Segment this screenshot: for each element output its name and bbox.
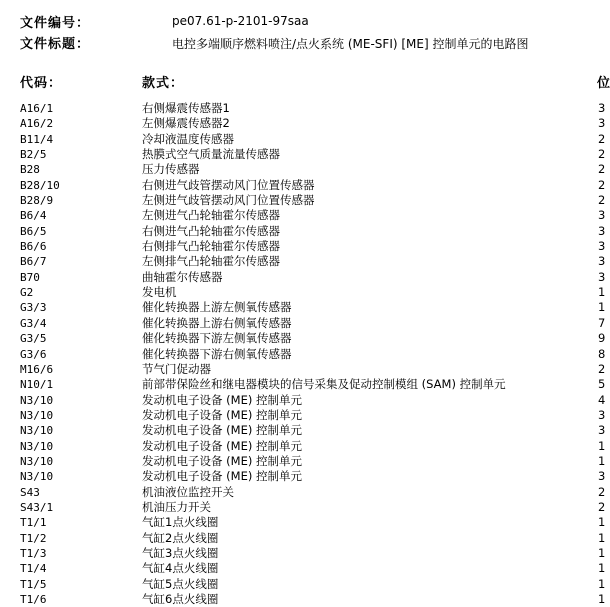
component-code: T1/5 — [20, 577, 47, 591]
position-column-header: 位 — [597, 76, 610, 91]
list-item — [0, 530, 606, 546]
component-name: 发动机电子设备 (ME) 控制单元 — [142, 453, 302, 468]
component-name: 机油压力开关 — [142, 499, 211, 514]
component-code: B6/7 — [20, 255, 47, 269]
component-code: G2 — [20, 286, 34, 300]
list-item — [0, 177, 606, 193]
component-code: A16/1 — [20, 102, 54, 115]
component-name: 热膜式空气质量流量传感器 — [142, 147, 280, 162]
component-position: 3 — [598, 116, 606, 131]
component-name: 气缸6点火线圈 — [142, 592, 219, 606]
component-name: 气缸3点火线圈 — [142, 545, 219, 560]
component-position: 1 — [598, 561, 606, 576]
component-name: 催化转换器下游左侧氧传感器 — [142, 331, 292, 346]
component-name: 催化转换器上游右侧氧传感器 — [142, 315, 292, 330]
component-code: N3/10 — [20, 393, 54, 407]
list-item — [0, 484, 606, 500]
component-code: N3/10 — [20, 470, 54, 484]
component-name: 发动机电子设备 (ME) 控制单元 — [142, 407, 302, 422]
component-code: T1/3 — [20, 546, 47, 560]
component-position: 1 — [598, 530, 606, 545]
component-code: B6/6 — [20, 240, 47, 254]
component-name: 发动机电子设备 (ME) 控制单元 — [142, 438, 302, 453]
list-item — [0, 499, 606, 515]
component-position: 3 — [598, 469, 606, 484]
list-item — [0, 285, 606, 300]
component-code: T1/4 — [20, 562, 47, 576]
component-position: 2 — [598, 131, 606, 146]
component-code: B6/4 — [20, 209, 47, 223]
list-item — [0, 423, 606, 438]
doc-title-value: 电控多端顺序燃料喷注/点火系统 (ME-SFI) [ME] 控制单元的电路图 — [172, 37, 529, 51]
component-code: N3/10 — [20, 424, 54, 438]
component-position: 3 — [598, 407, 606, 422]
component-name: 发电机 — [142, 285, 177, 300]
list-item — [0, 315, 606, 331]
component-position: 2 — [598, 147, 606, 162]
component-name: 气缸1点火线圈 — [142, 515, 219, 530]
list-item — [0, 193, 606, 208]
component-position: 1 — [598, 438, 606, 453]
list-item — [0, 162, 606, 177]
component-name: 发动机电子设备 (ME) 控制单元 — [142, 423, 302, 438]
component-code: B70 — [20, 270, 40, 284]
component-code: A16/2 — [20, 117, 54, 131]
list-item — [0, 331, 606, 346]
component-position: 1 — [598, 285, 606, 300]
component-code: B28 — [20, 163, 40, 177]
doc-number-value: pe07.61-p-2101-97saa — [172, 14, 309, 28]
list-item — [0, 116, 606, 131]
component-position: 5 — [598, 377, 606, 392]
list-item — [0, 453, 606, 469]
component-list — [0, 101, 606, 607]
component-name: 曲轴霍尔传感器 — [142, 269, 223, 284]
list-item — [0, 254, 606, 269]
component-position: 3 — [598, 223, 606, 238]
code-column-header: 代码： — [20, 76, 63, 91]
component-code: B6/5 — [20, 224, 47, 238]
list-item — [0, 438, 606, 454]
component-name: 气缸5点火线圈 — [142, 576, 219, 591]
component-name: 节气门促动器 — [142, 361, 211, 376]
component-code: T1/6 — [20, 593, 47, 606]
component-position: 7 — [598, 315, 606, 330]
component-position: 3 — [598, 239, 606, 254]
component-name: 催化转换器下游右侧氧传感器 — [142, 346, 292, 361]
component-position: 1 — [598, 576, 606, 591]
component-position: 2 — [598, 193, 606, 208]
list-item — [0, 131, 606, 147]
component-position: 1 — [598, 515, 606, 530]
component-name: 右侧爆震传感器1 — [142, 101, 230, 115]
component-name: 冷却液温度传感器 — [142, 131, 234, 146]
list-item — [0, 361, 606, 377]
component-code: N3/10 — [20, 408, 54, 422]
list-item — [0, 515, 606, 530]
component-code: G3/5 — [20, 332, 47, 346]
component-code: T1/2 — [20, 531, 47, 545]
component-name: 前部带保险丝和继电器模块的信号采集及促动控制模组 (SAM) 控制单元 — [142, 377, 506, 392]
component-position: 8 — [598, 346, 606, 361]
list-item — [0, 576, 606, 592]
component-position: 4 — [598, 392, 606, 407]
list-item — [0, 377, 606, 392]
component-code: B2/5 — [20, 148, 47, 162]
doc-number-label: 文件编号： — [20, 16, 91, 31]
list-item — [0, 147, 606, 162]
component-position: 3 — [598, 101, 606, 115]
component-name: 右侧排气凸轮轴霍尔传感器 — [142, 239, 280, 254]
list-item — [0, 300, 606, 315]
list-item — [0, 545, 606, 561]
list-item — [0, 346, 606, 362]
list-item — [0, 592, 606, 607]
component-code: N10/1 — [20, 378, 54, 392]
component-position: 9 — [598, 331, 606, 346]
component-position: 2 — [598, 177, 606, 192]
list-item — [0, 392, 606, 408]
list-item — [0, 561, 606, 576]
component-code: B11/4 — [20, 132, 54, 146]
list-item — [0, 239, 606, 254]
component-position: 1 — [598, 545, 606, 560]
component-name: 左侧排气凸轮轴霍尔传感器 — [142, 254, 280, 269]
component-position: 2 — [598, 361, 606, 376]
component-code: G3/6 — [20, 347, 47, 361]
list-item — [0, 469, 606, 484]
component-position: 1 — [598, 453, 606, 468]
list-item — [0, 269, 606, 285]
component-name: 气缸2点火线圈 — [142, 530, 219, 545]
list-item — [0, 223, 606, 239]
component-position: 3 — [598, 423, 606, 438]
component-code: B28/9 — [20, 194, 54, 208]
list-item — [0, 101, 606, 116]
component-code: G3/4 — [20, 316, 47, 330]
component-code: G3/3 — [20, 301, 47, 315]
component-code: M16/6 — [20, 362, 54, 376]
component-code: T1/1 — [20, 516, 47, 530]
component-name: 机油液位监控开关 — [142, 484, 234, 499]
component-position: 2 — [598, 162, 606, 177]
list-item — [0, 407, 606, 423]
list-item — [0, 208, 606, 223]
component-name: 左侧爆震传感器2 — [142, 116, 230, 131]
component-name: 催化转换器上游左侧氧传感器 — [142, 300, 292, 315]
component-position: 2 — [598, 499, 606, 514]
component-code: S43 — [20, 485, 40, 499]
component-code: N3/10 — [20, 454, 54, 468]
component-code: N3/10 — [20, 439, 54, 453]
component-name: 右侧进气凸轮轴霍尔传感器 — [142, 223, 280, 238]
component-code: B28/10 — [20, 178, 60, 192]
component-name: 发动机电子设备 (ME) 控制单元 — [142, 392, 302, 407]
component-position: 2 — [598, 484, 606, 499]
component-position: 3 — [598, 269, 606, 284]
component-position: 3 — [598, 208, 606, 223]
component-name: 发动机电子设备 (ME) 控制单元 — [142, 469, 302, 484]
component-position: 1 — [598, 300, 606, 315]
component-name: 压力传感器 — [142, 162, 200, 177]
component-position: 1 — [598, 592, 606, 606]
component-name: 左侧进气歧管摆动风门位置传感器 — [142, 193, 315, 208]
component-name: 右侧进气歧管摆动风门位置传感器 — [142, 177, 315, 192]
doc-title-label: 文件标题： — [20, 37, 91, 52]
component-position: 3 — [598, 254, 606, 269]
component-name: 左侧进气凸轮轴霍尔传感器 — [142, 208, 280, 223]
component-name: 气缸4点火线圈 — [142, 561, 219, 576]
component-code: S43/1 — [20, 500, 54, 514]
name-column-header: 款式： — [142, 76, 185, 91]
